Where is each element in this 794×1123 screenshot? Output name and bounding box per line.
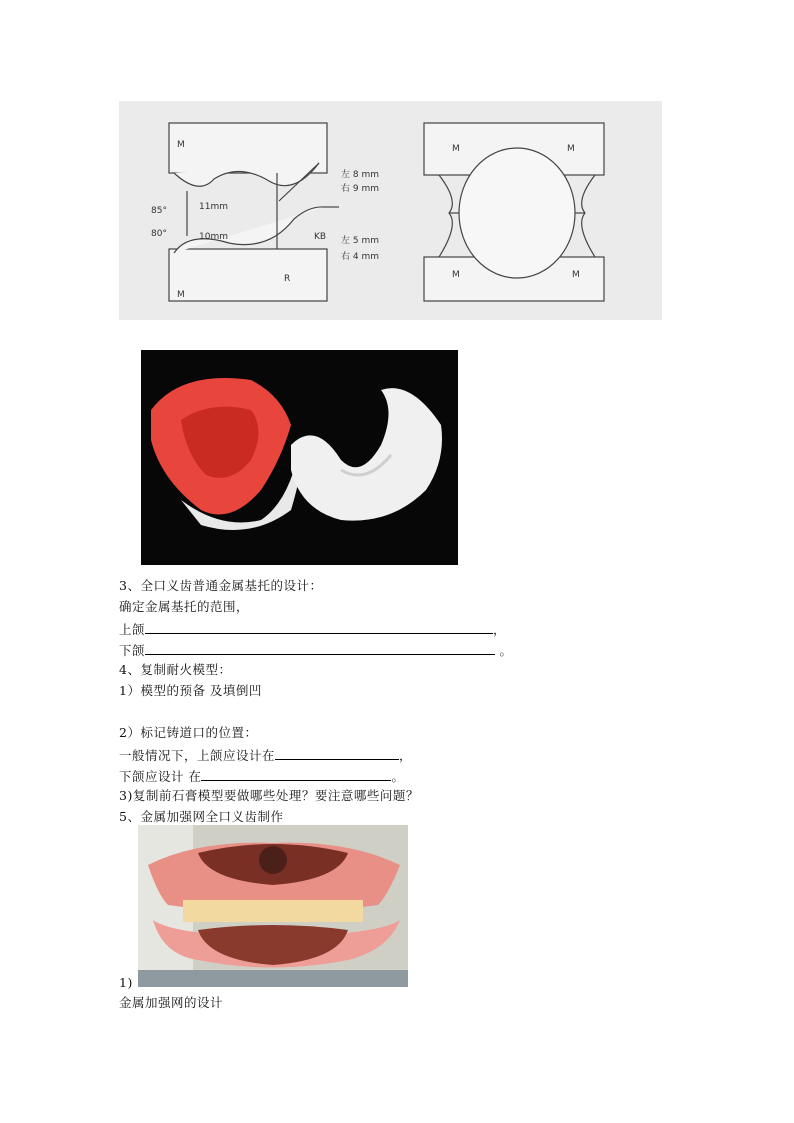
lower-jaw-line — [119, 641, 513, 659]
section3-intro: 确定金属基托的范围， — [119, 599, 250, 614]
denture-section-diagram — [119, 101, 662, 320]
diagram-svg — [119, 101, 662, 320]
sprue-lower-text: 下颌应设计 在 — [119, 769, 202, 784]
label-angle-lower: 80° — [151, 229, 167, 239]
section5-item1-text: 金属加强网的设计 — [119, 995, 224, 1010]
upper-jaw-label: 上颌 — [119, 622, 146, 637]
section5-item1-num: 1) — [119, 975, 133, 990]
sprue-upper-line — [119, 746, 412, 764]
section4-item1: 1）模型的预备 及填倒凹 — [119, 683, 262, 698]
label-m1: M — [452, 144, 460, 154]
upper-jaw-line — [119, 620, 506, 638]
upper-jaw-end: ， — [493, 622, 507, 637]
sprue-lower-line — [119, 767, 405, 785]
wax-model-photo — [141, 350, 458, 565]
label-m-bottom-left: M — [177, 290, 185, 300]
section4-heading: 4、复制耐火模型： — [119, 662, 232, 677]
sprue-lower-blank[interactable] — [201, 767, 391, 781]
sprue-lower-end: 。 — [391, 769, 405, 784]
upper-jaw-blank[interactable] — [145, 620, 493, 634]
label-left-8: 左 8 mm — [341, 170, 379, 180]
lower-jaw-blank[interactable] — [145, 641, 495, 655]
label-m-top-left: M — [177, 140, 185, 150]
lower-jaw-label: 下颌 — [119, 643, 146, 658]
label-left-5: 左 5 mm — [341, 236, 379, 246]
label-kb: KB — [314, 232, 327, 242]
label-m4: M — [572, 270, 580, 280]
lower-jaw-end: 。 — [499, 643, 513, 658]
section3-heading: 3、全口义齿普通金属基托的设计： — [119, 578, 323, 593]
sprue-upper-end: ， — [399, 748, 413, 763]
section5-heading: 5、金属加强网全口义齿制作 — [119, 809, 284, 824]
denture-mesh-photo — [138, 825, 408, 987]
label-dim-upper: 11mm — [199, 202, 228, 212]
denture-mesh-svg — [138, 825, 408, 987]
section4-item3: 3)复制前石膏模型要做哪些处理？要注意哪些问题？ — [119, 788, 419, 803]
label-right-4: 右 4 mm — [341, 252, 379, 262]
label-m3: M — [452, 270, 460, 280]
label-m2: M — [567, 144, 575, 154]
label-right-9: 右 9 mm — [341, 184, 379, 194]
label-r: R — [284, 274, 291, 284]
section4-item2: 2）标记铸道口的位置： — [119, 725, 258, 740]
wax-model-svg — [141, 350, 458, 565]
label-dim-lower: 10mm — [199, 232, 228, 242]
sprue-upper-text: 一般情况下，上颌应设计在 — [119, 748, 276, 763]
sprue-upper-blank[interactable] — [275, 746, 399, 760]
label-angle-upper: 85° — [151, 206, 167, 216]
